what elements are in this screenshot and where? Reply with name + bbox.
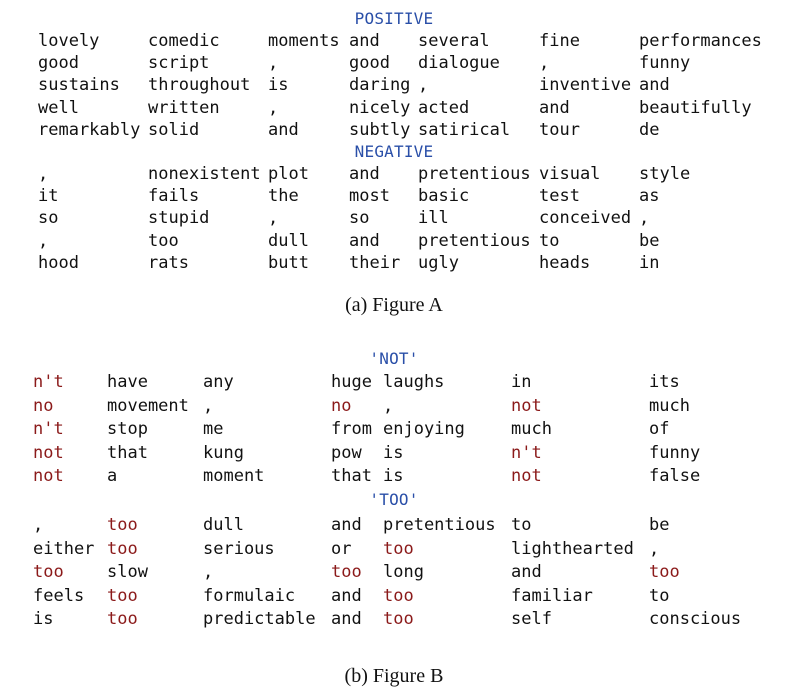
word-cell: good <box>349 53 390 74</box>
word-cell: be <box>649 515 670 535</box>
word-cell: , <box>38 230 49 251</box>
word-cell: throughout <box>148 75 251 96</box>
word-cell: self <box>511 609 552 629</box>
word-cell: its <box>649 372 680 392</box>
word-cell: false <box>649 466 701 486</box>
word-cell: butt <box>268 252 309 273</box>
word-cell: is <box>268 75 289 96</box>
word-cell: slow <box>107 562 148 582</box>
word-cell: dull <box>268 230 309 251</box>
word-cell: , <box>33 515 44 535</box>
word-cell: performances <box>639 31 762 51</box>
word-cell: in <box>639 252 660 273</box>
word-cell: it <box>38 186 59 207</box>
word-cell: kung <box>203 442 244 463</box>
word-cell: too <box>383 585 414 606</box>
word-row <box>0 185 788 207</box>
word-cell: hood <box>38 252 79 273</box>
word-cell: test <box>539 186 580 207</box>
word-cell: remarkably <box>38 119 141 140</box>
word-cell: the <box>268 186 299 207</box>
word-cell: huge <box>331 372 372 392</box>
word-cell: , <box>203 395 214 416</box>
word-row <box>0 119 788 141</box>
word-cell: , <box>268 97 279 118</box>
word-row <box>0 74 788 96</box>
word-cell: comedic <box>148 31 220 51</box>
word-cell: have <box>107 372 148 392</box>
word-cell: most <box>349 186 390 207</box>
word-row <box>0 30 788 52</box>
word-cell: daring <box>349 75 411 96</box>
word-cell: solid <box>148 119 200 140</box>
word-cell: tour <box>539 119 580 140</box>
word-cell: enjoying <box>383 419 465 439</box>
figure-b <box>0 340 788 700</box>
word-cell: n't <box>511 442 542 463</box>
word-cell: , <box>539 53 550 74</box>
word-cell: inventive <box>539 75 632 96</box>
word-cell: , <box>268 53 279 74</box>
word-cell: too <box>331 562 362 582</box>
word-row <box>0 163 788 185</box>
word-cell: sustains <box>38 75 120 96</box>
word-cell: moment <box>203 466 265 486</box>
word-cell: laughs <box>383 372 445 392</box>
word-cell: moments <box>268 31 340 51</box>
word-cell: stop <box>107 419 148 439</box>
word-cell: is <box>33 609 54 629</box>
word-row <box>0 97 788 119</box>
figure-a <box>0 0 788 330</box>
word-cell: formulaic <box>203 585 296 606</box>
word-cell: me <box>203 419 224 439</box>
word-cell: and <box>331 515 362 535</box>
word-cell: style <box>639 164 691 184</box>
word-cell: or <box>331 538 352 559</box>
word-cell: is <box>383 442 404 463</box>
word-row <box>0 561 788 583</box>
word-cell: , <box>38 164 49 184</box>
word-cell: conscious <box>649 609 742 629</box>
word-row <box>0 371 788 393</box>
negative-heading: NEGATIVE <box>354 142 434 161</box>
word-cell: much <box>649 395 690 416</box>
word-cell: , <box>268 208 279 229</box>
word-cell: and <box>511 562 542 582</box>
word-cell: well <box>38 97 79 118</box>
word-cell: acted <box>418 97 470 118</box>
word-cell: subtly <box>349 119 411 140</box>
word-cell: too <box>383 538 414 559</box>
word-cell: much <box>511 419 552 439</box>
word-cell: long <box>383 562 424 582</box>
word-cell: be <box>639 230 660 251</box>
word-cell: pretentious <box>418 230 531 251</box>
word-row <box>0 52 788 74</box>
word-cell: either <box>33 538 95 559</box>
word-cell: that <box>331 466 372 486</box>
word-cell: so <box>38 208 59 229</box>
word-cell: predictable <box>203 609 316 629</box>
word-cell: from <box>331 419 372 439</box>
word-cell: movement <box>107 395 189 416</box>
word-cell: and <box>539 97 570 118</box>
word-row <box>0 395 788 417</box>
word-cell: not <box>511 395 542 416</box>
word-cell: too <box>107 585 138 606</box>
word-cell: nonexistent <box>148 164 261 184</box>
word-row <box>0 442 788 464</box>
positive-heading: POSITIVE <box>354 9 434 28</box>
word-cell: heads <box>539 252 591 273</box>
word-row <box>0 465 788 487</box>
word-cell: no <box>33 395 54 416</box>
word-row <box>0 538 788 560</box>
word-cell: dialogue <box>418 53 500 74</box>
word-cell: , <box>418 75 429 96</box>
word-cell: serious <box>203 538 275 559</box>
word-cell: , <box>639 208 650 229</box>
word-cell: and <box>349 230 380 251</box>
word-cell: pretentious <box>383 515 496 535</box>
word-row <box>0 418 788 440</box>
word-cell: to <box>539 230 560 251</box>
word-cell: written <box>148 97 220 118</box>
word-cell: too <box>649 562 680 582</box>
too-heading: 'TOO' <box>369 490 419 509</box>
word-cell: too <box>107 538 138 559</box>
figure-b-caption: (b) Figure B <box>344 665 444 687</box>
word-row <box>0 207 788 229</box>
word-cell: too <box>383 609 414 629</box>
word-cell: is <box>383 466 404 486</box>
word-cell: plot <box>268 164 309 184</box>
word-cell: lovely <box>38 31 100 51</box>
word-cell: familiar <box>511 585 593 606</box>
word-row <box>0 585 788 607</box>
word-cell: nicely <box>349 97 411 118</box>
word-cell: fails <box>148 186 200 207</box>
not-heading: 'NOT' <box>369 349 419 368</box>
word-cell: conceived <box>539 208 632 229</box>
word-cell: , <box>203 562 214 582</box>
word-cell: and <box>331 609 362 629</box>
word-cell: , <box>383 395 394 416</box>
word-cell: any <box>203 372 234 392</box>
word-cell: ill <box>418 208 449 229</box>
word-cell: n't <box>33 419 64 439</box>
word-cell: a <box>107 466 118 486</box>
word-cell: that <box>107 442 148 463</box>
word-cell: several <box>418 31 490 51</box>
word-cell: basic <box>418 186 470 207</box>
word-cell: pow <box>331 442 362 463</box>
word-row <box>0 252 788 274</box>
word-cell: funny <box>649 442 701 463</box>
word-row <box>0 608 788 630</box>
word-cell: so <box>349 208 370 229</box>
word-cell: of <box>649 419 670 439</box>
word-cell: lighthearted <box>511 538 634 559</box>
word-cell: beautifully <box>639 97 752 118</box>
word-cell: and <box>349 31 380 51</box>
word-cell: n't <box>33 372 64 392</box>
word-cell: not <box>33 466 64 486</box>
word-row <box>0 230 788 252</box>
word-cell: and <box>639 75 670 96</box>
word-cell: too <box>33 562 64 582</box>
word-cell: rats <box>148 252 189 273</box>
figure-a-caption: (a) Figure A <box>345 294 443 316</box>
word-row <box>0 514 788 536</box>
word-cell: dull <box>203 515 244 535</box>
word-cell: funny <box>639 53 691 74</box>
word-cell: to <box>649 585 670 606</box>
word-cell: too <box>148 230 179 251</box>
word-cell: too <box>107 609 138 629</box>
word-cell: too <box>107 515 138 535</box>
word-cell: and <box>268 119 299 140</box>
word-cell: not <box>511 466 542 486</box>
word-cell: satirical <box>418 119 511 140</box>
word-cell: as <box>639 186 660 207</box>
word-cell: fine <box>539 31 580 51</box>
word-cell: good <box>38 53 79 74</box>
word-cell: pretentious <box>418 164 531 184</box>
word-cell: , <box>649 538 660 559</box>
word-cell: and <box>331 585 362 606</box>
word-cell: visual <box>539 164 601 184</box>
word-cell: in <box>511 372 532 392</box>
word-cell: stupid <box>148 208 210 229</box>
word-cell: de <box>639 119 660 140</box>
word-cell: not <box>33 442 64 463</box>
word-cell: their <box>349 252 401 273</box>
word-cell: to <box>511 515 532 535</box>
word-cell: feels <box>33 585 85 606</box>
word-cell: script <box>148 53 210 74</box>
word-cell: ugly <box>418 252 459 273</box>
word-cell: no <box>331 395 352 416</box>
word-cell: and <box>349 164 380 184</box>
